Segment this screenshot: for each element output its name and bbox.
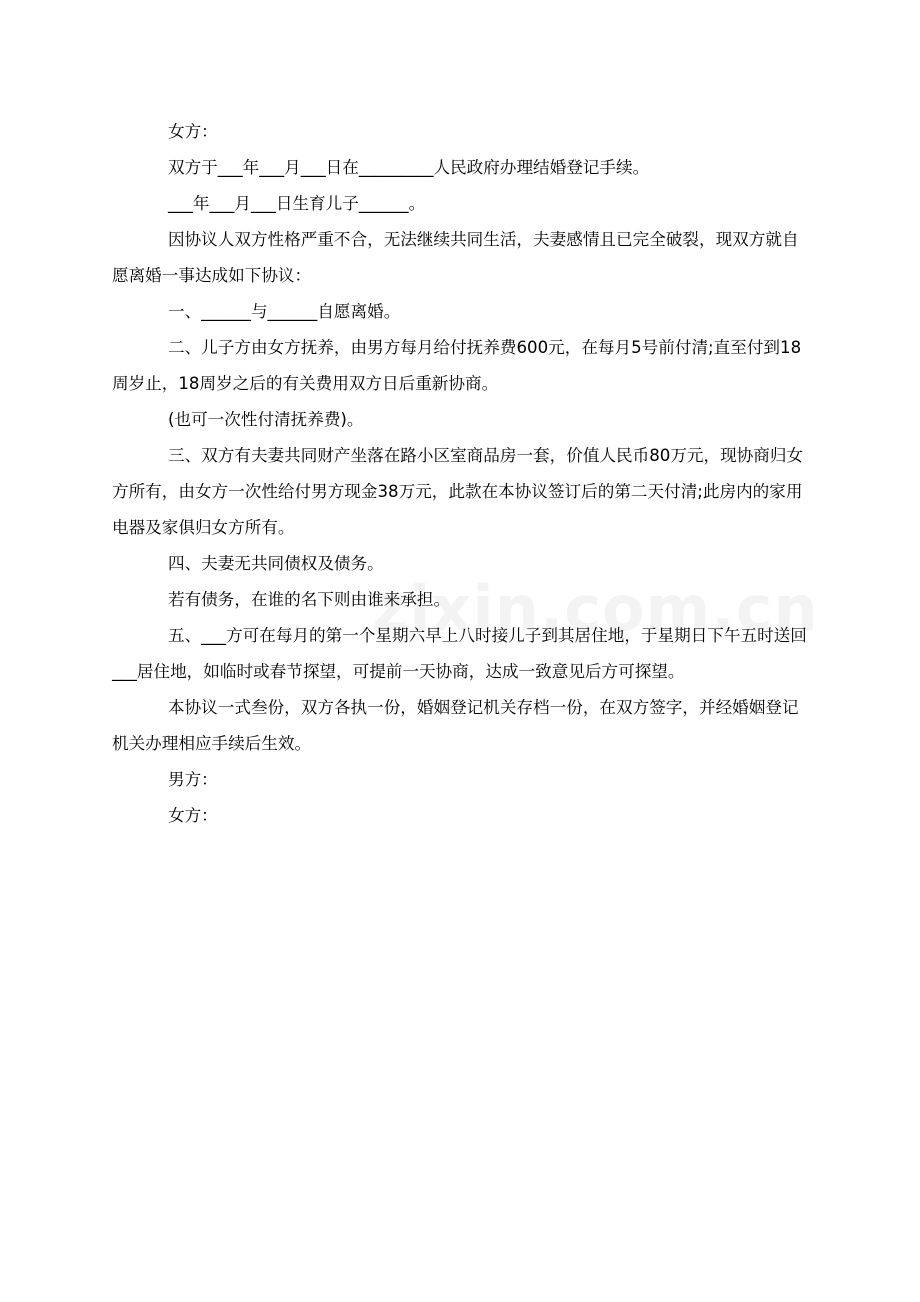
paragraph-clause-5: 五、___方可在每月的第一个星期六早上八时接儿子到其居住地，于星期日下午五时送回___居住地，如临时或春节探望，可提前一天协商，达成一致意见后方可探望。 [112, 626, 807, 681]
paragraph-marriage-registration: 双方于___年___月___日在_________人民政府办理结婚登记手续。 [168, 158, 650, 177]
paragraph-clause-4: 四、夫妻无共同债权及债务。 [168, 554, 384, 573]
signature-husband: 男方： [168, 770, 218, 789]
paragraph-wife-header: 女方： [168, 122, 218, 141]
paragraph-clause-4-note: 若有债务，在谁的名下则由谁来承担。 [168, 590, 451, 609]
paragraph-clause-3: 三、双方有夫妻共同财产坐落在路小区室商品房一套，价值人民币80万元，现协商归女方所有，由女方一次性给付男方现金38万元，此款在本协议签订后的第二天付清;此房内的家用电器及家俱归女方所有。 [112, 446, 804, 537]
paragraph-reason: 因协议人双方性格严重不合，无法继续共同生活，夫妻感情且已完全破裂，现双方就自愿离婚一事达成如下协议： [112, 230, 799, 285]
agreement-body [112, 114, 810, 834]
signature-wife: 女方： [168, 806, 218, 825]
paragraph-clause-1: 一、______与______自愿离婚。 [168, 302, 401, 321]
paragraph-child-birth: ___年___月___日生育儿子______。 [168, 194, 426, 213]
paragraph-effectiveness: 本协议一式叁份，双方各执一份，婚姻登记机关存档一份，在双方签字，并经婚姻登记机关办理相应手续后生效。 [112, 698, 799, 753]
paragraph-clause-2: 二、儿子方由女方抚养，由男方每月给付抚养费600元，在每月5号前付清;直至付到18周岁止，18周岁之后的有关费用双方日后重新协商。 [112, 338, 802, 393]
paragraph-clause-2-note: (也可一次性付清抚养费)。 [168, 410, 364, 429]
